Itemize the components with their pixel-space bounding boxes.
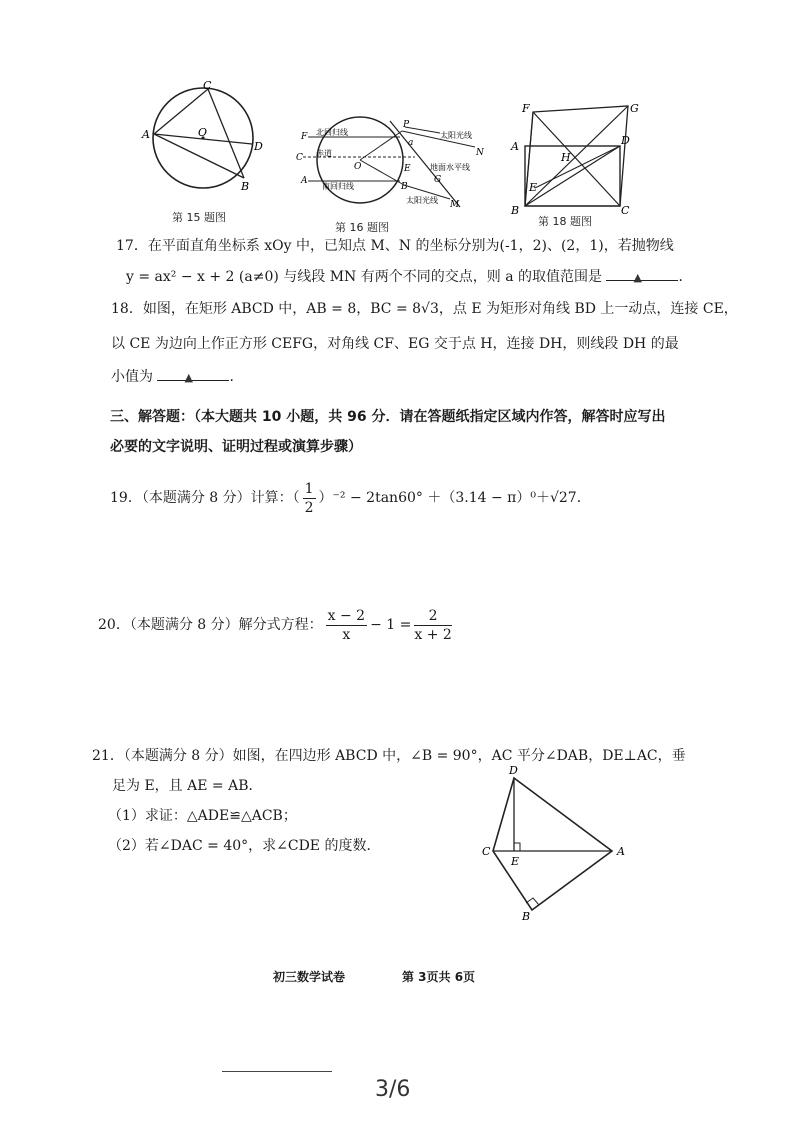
section-3-instructions: 必要的文字说明、证明过程或演算步骤） (110, 439, 362, 455)
fig21-label-c: C (482, 845, 491, 858)
q20-lhs-fraction (326, 607, 367, 644)
fig15-label-o: O (198, 126, 208, 139)
page-number: 3/6 (375, 1077, 411, 1102)
q17-answer-blank[interactable] (606, 266, 678, 284)
q20-rhs-fraction (414, 607, 451, 644)
q17-line-2 (126, 266, 692, 287)
fig18-label-a: A (511, 140, 519, 153)
fig18-label-c: C (621, 204, 630, 217)
fig16-ground-line: 地面水平线 (430, 163, 470, 172)
fig16-south-tropic: 南回归线 (322, 182, 354, 191)
section-3-heading: 三、解答题：（本大题共 10 小题，共 96 分．请在答题纸指定区域内作答，解答时应写出 (110, 409, 666, 425)
footer-page-info: 第 3页共 6页 (402, 970, 476, 984)
q19 (110, 478, 591, 518)
fig21-label-d: D (509, 764, 518, 777)
q21-line-2: 足为 E，且 AE = AB． (112, 778, 263, 794)
q20-rhs-denominator: x + 2 (414, 626, 452, 643)
blank-marker-icon: ▲ (184, 371, 193, 384)
fig16-north-tropic: 北回归线 (316, 128, 348, 137)
fig16-label-alpha: a (408, 138, 414, 148)
q19-suffix: ）⁻² − 2tan60° ＋（3.14 − π）⁰＋√27． (318, 490, 591, 506)
fig15-label-d: D (254, 140, 263, 153)
fig18-caption: 第 18 题图 (538, 215, 592, 228)
q20-lhs-denominator: x (342, 626, 351, 643)
q21-part-2: （2）若∠DAC = 40°，求∠CDE 的度数． (108, 838, 381, 854)
q21-part-1: （1）求证：△ADE≌△ACB； (108, 808, 297, 824)
fig18-label-g: G (630, 102, 639, 115)
fig16-equator: 赤道 (316, 149, 332, 158)
q18-answer-blank[interactable] (157, 366, 229, 384)
q20 (98, 605, 455, 645)
fig16-label-g: G (434, 175, 442, 185)
q20-rhs-numerator: 2 (414, 607, 451, 626)
figure-16 (296, 115, 495, 215)
q19-fraction-denominator: 2 (304, 499, 314, 516)
divider (222, 1071, 332, 1072)
blank-marker-icon: ▲ (633, 271, 642, 284)
q18-text: 小值为 (111, 369, 153, 385)
fig15-label-c: C (203, 79, 212, 92)
figure-18 (505, 98, 655, 216)
q18-line-3 (111, 366, 243, 387)
fig16-sun-rays-1: 太阳光线 (440, 131, 472, 140)
fig16-label-b: B (401, 182, 408, 192)
q19-fraction-numerator: 1 (304, 480, 314, 497)
q18-line-1: 18．如图，在矩形 ABCD 中，AB = 8，BC = 8√3，点 E 为矩形对角线 BD 上一动点，连接 CE， (111, 301, 738, 317)
q21-line-1: 21．（本题满分 8 分）如图，在四边形 ABCD 中，∠B = 90°，AC 平分∠DAB，DE⊥AC，垂 (92, 748, 686, 764)
q17-text: y = ax² − x + 2 (a≠0) 与线段 MN 有两个不同的交点，则 a 的取值范围是 (126, 269, 602, 285)
q17-end: ． (678, 269, 693, 285)
footer-exam-title: 初三数学试卷 (273, 970, 346, 984)
fig16-label-c: C (296, 153, 303, 163)
q17-line-1: 17．在平面直角坐标系 xOy 中，已知点 M、N 的坐标分别为(-1，2)、(2，1)，若抛物线 (116, 238, 674, 254)
fig16-label-a: A (301, 176, 308, 186)
fig16-label-m: M (450, 200, 460, 210)
q18-end: ． (229, 369, 244, 385)
figure-15 (140, 78, 270, 203)
q19-fraction (303, 480, 316, 517)
fig21-label-a: A (617, 845, 625, 858)
fig16-label-e: E (404, 164, 411, 174)
fig15-label-a: A (142, 128, 150, 141)
fig16-label-n: N (476, 148, 484, 158)
fig15-caption: 第 15 题图 (172, 211, 226, 224)
q20-lhs-numerator: x − 2 (327, 607, 366, 624)
q20-middle: − 1 = (370, 617, 412, 633)
fig16-label-o: O (354, 162, 362, 172)
figure-21 (478, 762, 638, 924)
fig15-label-b: B (241, 180, 250, 193)
fig21-label-b: B (522, 910, 531, 923)
q20-prefix: 20．（本题满分 8 分）解分式方程： (98, 617, 323, 633)
fig18-label-d: D (621, 134, 630, 147)
fig16-sun-rays-2: 太阳光线 (406, 196, 438, 205)
fig16-caption: 第 16 题图 (335, 221, 389, 234)
fig18-label-f: F (522, 102, 530, 115)
fig21-label-e: E (511, 855, 520, 868)
q19-prefix: 19．（本题满分 8 分）计算：（ (110, 490, 300, 506)
fig16-label-f: F (301, 132, 308, 142)
fig16-label-p: P (403, 120, 410, 130)
q18-line-2: 以 CE 为边向上作正方形 CEFG，对角线 CF、EG 交于点 H，连接 DH，则线段 DH 的最 (111, 336, 679, 352)
fig18-label-h: H (561, 151, 571, 164)
fig18-label-b: B (511, 204, 520, 217)
fig18-label-e: E (529, 181, 538, 194)
